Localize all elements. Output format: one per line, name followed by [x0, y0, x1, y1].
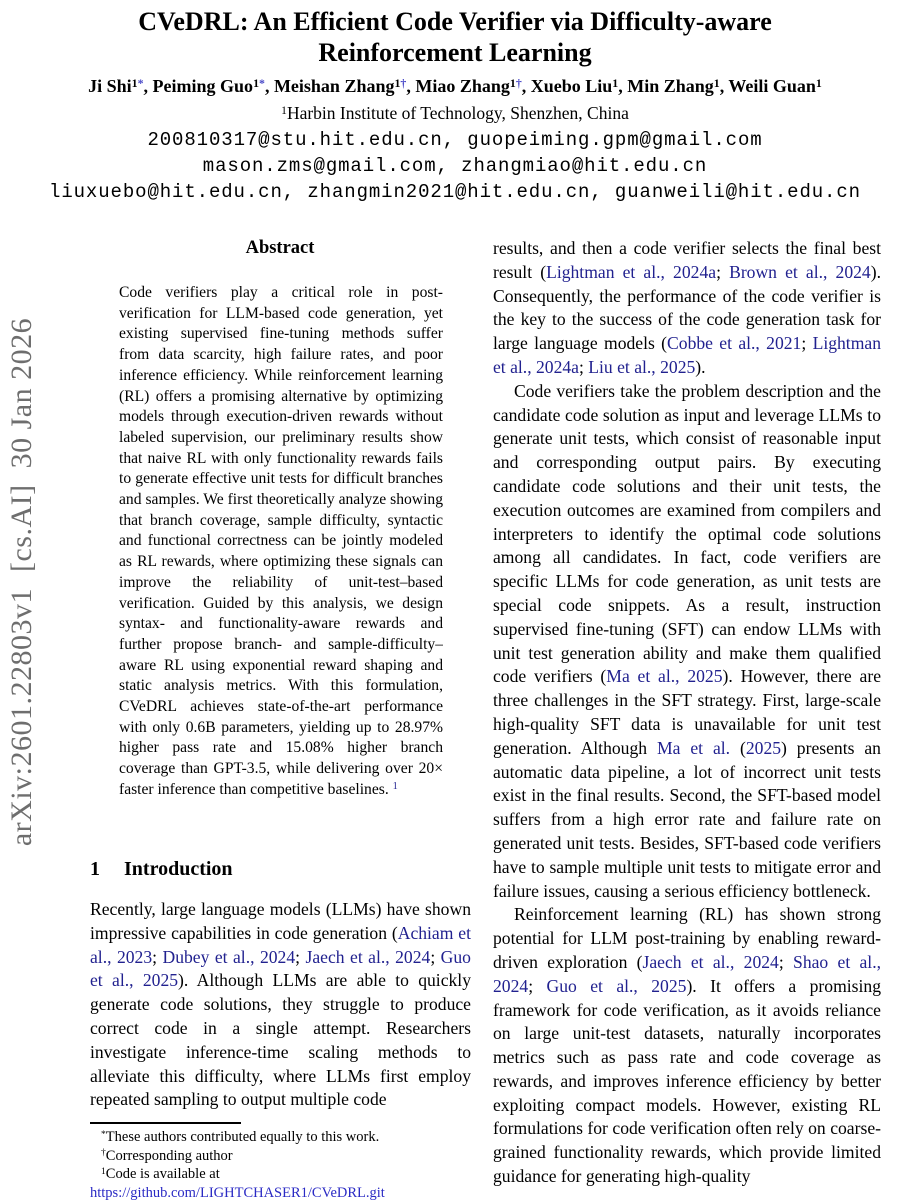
author-note-mark: † — [400, 75, 407, 90]
paper-title-line1: CVeDRL: An Efficient Code Verifier via Difficulty-aware — [138, 7, 772, 36]
footnote-mark: 1 — [101, 1165, 106, 1177]
introduction-paragraph: Recently, large language models (LLMs) have shown impressive capabilities in code generation (Achiam et al., 2023; Dubey et al., 2024; Jaech et al., 2024; Guo et al., 2025). Although LLMs are able to quickly generate code solutions, they struggle to produce correct code in a single attempt. Researchers investigate inference-time scaling methods to alleviate this difficulty, where LLMs first employ repeated sampling to output multiple code — [90, 899, 471, 1110]
citation-link[interactable]: Brown et al., 2024 — [729, 261, 871, 282]
footnote-list — [90, 1128, 482, 1200]
citation-link[interactable]: Achiam et al., 2023 — [90, 922, 471, 967]
citation-link[interactable]: Guo et al., 2025 — [546, 975, 687, 996]
author-name: Meishan Zhang — [273, 76, 395, 96]
footnote-area — [90, 1122, 482, 1200]
author-affiliation-sup: 1† — [509, 75, 522, 90]
arxiv-watermark: arXiv:2601.22803v1 [cs.AI] 30 Jan 2026 — [5, 317, 38, 847]
author-note-mark: * — [137, 75, 144, 90]
author-note-mark: * — [259, 75, 265, 90]
author-affiliation-sup: 1* — [253, 75, 265, 90]
section-heading-introduction — [90, 858, 470, 881]
citation-link[interactable]: Jaech et al., 2024 — [642, 951, 779, 972]
footnote-mark: * — [101, 1128, 106, 1140]
affiliation — [0, 103, 910, 124]
author-name: Ji Shi — [88, 76, 132, 96]
author-line: Ji Shi$^{1*}$, Peiming Guo$^{1*}$, Meishan Zhang$^{1\dagger}$, Miao Zhang$^{1\dagger}$, Xuebo Liu$^1$, Min Zhang$^1$, Weili Guan$^1$ — [88, 75, 822, 96]
author-affiliation-sup: 1* — [131, 75, 144, 90]
citation-link[interactable]: Lightman et al., 2024a — [546, 261, 717, 282]
citation-link[interactable]: 2025 — [745, 737, 782, 758]
author-note-mark: † — [515, 75, 522, 90]
footnote-ref[interactable]: 1 — [392, 781, 398, 793]
citation-link[interactable]: Ma et al., 2025 — [606, 666, 723, 687]
footnote-item: †Corresponding author — [101, 1147, 233, 1164]
author-name: Xuebo Liu — [530, 76, 613, 96]
citation-link[interactable]: Liu et al., 2025 — [588, 356, 696, 377]
author-affiliation-sup: 1† — [394, 75, 407, 90]
author-name: Peiming Guo — [152, 76, 254, 96]
email-line: liuxuebo@hit.edu.cn, zhangmin2021@hit.edu.cn, guanweili@hit.edu.cn — [49, 181, 861, 203]
author-affiliation-sup: 1 — [713, 75, 720, 90]
footnote-item: $^1$Code is available at — [101, 1165, 220, 1182]
paper-title — [0, 6, 910, 68]
author-name: Miao Zhang — [415, 76, 510, 96]
section-title: Introduction — [124, 858, 233, 880]
citation-link[interactable]: Lightman et al., 2024a — [493, 333, 881, 377]
paper-title-line2: Reinforcement Learning — [318, 38, 592, 67]
body-paragraph: results, and then a code verifier selects the final best result (Lightman et al., 2024a; Brown et al., 2024). Consequently, the performance of the code verifier is the key to the success of the code generation task for large language models (Cobbe et al., 2021; Lightman et al., 2024a; Liu et al., 2025). — [493, 238, 881, 377]
author-name: Min Zhang — [627, 76, 714, 96]
body-paragraph: Code verifiers take the problem description and the candidate code solution as input and leverage LLMs to generate unit tests, which consist of reasonable input and corresponding output pairs. By executing candidate code solutions and their unit tests, the execution outcomes are examined from compilers and interpreters to identify the optimal code solutions among all candidates. In fact, code verifiers are specific LLMs for code generation, as unit tests are special code snippets. As a result, instruction supervised fine-tuning (SFT) can endow LLMs with unit test generation ability and make them qualified code verifiers (Ma et al., 2025). However, there are three challenges in the SFT strategy. First, large-scale high-quality SFT data is unavailable for unit test generation. Although Ma et al. (2025) presents an automatic data pipeline, a lot of incorrect unit tests exist in the final results. Second, the SFT-based model suffers from a high error rate and failure rate on generated unit tests. Besides, SFT-based code verifiers have to sample multiple unit tests to mitigate error and failure issues, causing a serious efficiency bottleneck. — [493, 380, 881, 901]
citation-link[interactable]: Jaech et al., 2024 — [305, 946, 431, 967]
citation-link[interactable]: Ma et al. — [656, 737, 731, 758]
citation-link[interactable]: Shao et al., 2024 — [493, 951, 881, 996]
section-number: 1 — [90, 858, 100, 880]
footnote-item: *These authors contributed equally to this work. — [101, 1128, 380, 1145]
right-column — [493, 237, 881, 1200]
url-link[interactable]: https://github.com/LIGHTCHASER1/CVeDRL.git — [90, 1184, 385, 1200]
abstract-paragraph: Code verifiers play a critical role in post-verification for LLM-based code generation, yet existing supervised fine-tuning methods suffer from data scarcity, high failure rates, and poor inference efficiency. While reinforcement learning (RL) offers a promising alternative by optimizing models through execution-driven rewards without labeled supervision, our preliminary results show that naive RL with only functionality rewards fails to generate effective unit tests for difficult branches and samples. We first theoretically analyze showing that branch coverage, sample difficulty, syntactic and functional correctness can be jointly modeled as RL rewards, where optimizing these signals can improve the reliability of unit-test–based verification. Guided by this analysis, we design syntax- and functionality-aware rewards and further propose branch- and sample-difficulty–aware RL using exponential reward shaping and static analysis metrics. With this formulation, CVeDRL achieves state-of-the-art performance with only 0.6B parameters, yielding up to 28.97% higher pass rate and 15.08% higher branch coverage than GPT-3.5, while delivering over 20× faster inference than competitive baselines. $^1$ — [119, 284, 443, 798]
email-line: 200810317@stu.hit.edu.cn, guopeiming.gpm@gmail.com — [147, 129, 763, 151]
author-name: Weili Guan — [728, 76, 816, 96]
citation-link[interactable]: Dubey et al., 2024 — [162, 946, 296, 967]
footnote-mark: † — [101, 1147, 106, 1159]
citation-link[interactable]: Guo et al., 2025 — [90, 946, 471, 991]
email-line: mason.zms@gmail.com, zhangmiao@hit.edu.cn — [202, 155, 708, 177]
affiliation-sup: 1 — [281, 104, 287, 117]
footnote-rule — [90, 1122, 241, 1124]
author-affiliation-sup: 1 — [815, 75, 822, 90]
body-paragraph: Reinforcement learning (RL) has shown strong potential for LLM post-training by enabling reward-driven exploration (Jaech et al., 2024; Shao et al., 2024; Guo et al., 2025). It offers a promising framework for code verification, as it avoids reliance on large unit-test datasets, naturally incorporates metrics such as pass rate and code coverage as rewards, and improves inference efficiency by better exploiting compact models. However, existing RL formulations for code verification often rely on coarse-grained functionality rewards, which provide limited guidance for generating high-quality — [493, 904, 881, 1187]
email-block — [0, 127, 910, 205]
affiliation-text: Harbin Institute of Technology, Shenzhen, China — [286, 103, 629, 123]
author-affiliation-sup: 1 — [612, 75, 619, 90]
citation-link[interactable]: Cobbe et al., 2021 — [667, 333, 802, 354]
abstract-heading: Abstract — [245, 238, 315, 258]
